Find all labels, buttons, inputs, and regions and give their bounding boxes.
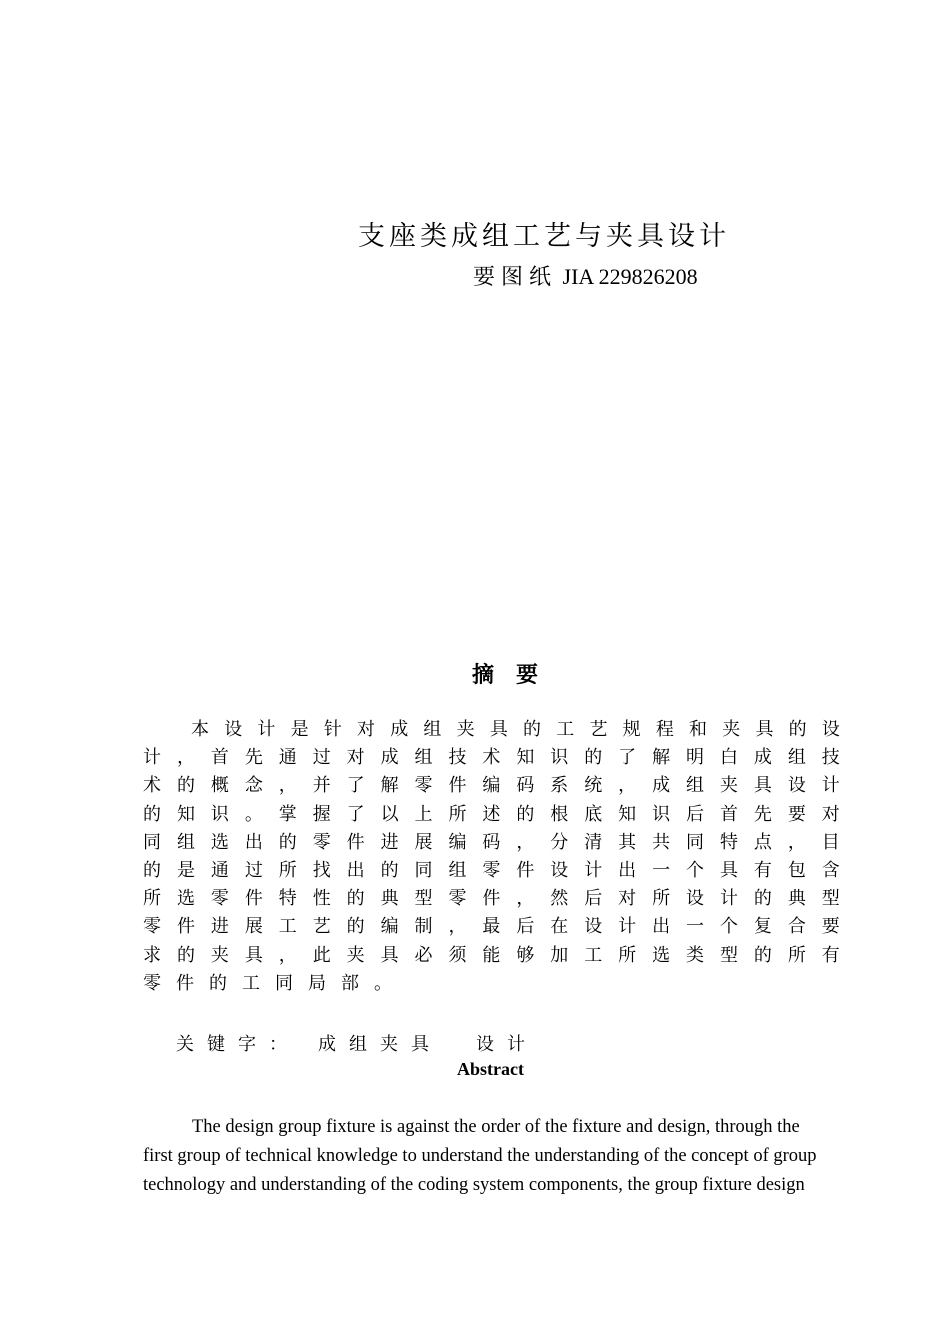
abstract-en-line: The design group fixture is against the order of the fixture and design, through the <box>192 1117 800 1137</box>
subtitle-code: JIA 229826208 <box>562 264 698 289</box>
keywords-line <box>176 1030 538 1056</box>
abstract-cn-line: 同 组 选 出 的 零 件 进 展 编 码 ， 分 清 其 共 同 特 点 ， 目 <box>143 831 840 853</box>
abstract-cn-line: 的 知 识 。 掌 握 了 以 上 所 述 的 根 底 知 识 后 首 先 要 对 <box>143 803 840 825</box>
abstract-cn-line: 的 是 通 过 所 找 出 的 同 组 零 件 设 计 出 一 个 具 有 包 含 <box>143 859 840 881</box>
abstract-cn-line: 求 的 夹 具 ， 此 夹 具 必 须 能 够 加 工 所 选 类 型 的 所 有 <box>143 944 840 966</box>
keywords-label: 关键字： <box>176 1034 300 1055</box>
abstract-cn-body <box>143 716 840 998</box>
document-subtitle <box>473 260 698 291</box>
abstract-cn-line: 术 的 概 念 ， 并 了 解 零 件 编 码 系 统 ， 成 组 夹 具 设 计 <box>143 775 840 797</box>
abstract-cn-line: 计 ， 首 先 通 过 对 成 组 技 术 知 识 的 了 解 明 白 成 组 技 <box>143 747 840 769</box>
abstract-cn-line: 零 件 进 展 工 艺 的 编 制 ， 最 后 在 设 计 出 一 个 复 合 要 <box>143 916 840 938</box>
abstract-cn-heading: 摘要 <box>472 663 561 688</box>
abstract-cn-line: 所 选 零 件 特 性 的 典 型 零 件 ， 然 后 对 所 设 计 的 典 型 <box>143 888 840 910</box>
abstract-en-line: first group of technical knowledge to understand the understanding of the concept of group <box>143 1145 817 1166</box>
keyword-1: 成组夹具 <box>318 1034 442 1055</box>
abstract-en-body <box>143 1113 843 1199</box>
subtitle-cjk: 要图纸 <box>473 265 558 290</box>
keyword-2: 设计 <box>476 1034 538 1055</box>
document-title: 支座类成组工艺与夹具设计 <box>358 221 730 252</box>
abstract-en-heading: Abstract <box>457 1059 524 1079</box>
abstract-en-line: technology and understanding of the coding system components, the group fixture design <box>143 1174 805 1195</box>
abstract-cn-line: 本 设 计 是 针 对 成 组 夹 具 的 工 艺 规 程 和 夹 具 的 设 <box>191 719 840 740</box>
abstract-cn-line: 零 件 的 工 同 局 部 。 <box>143 972 392 994</box>
